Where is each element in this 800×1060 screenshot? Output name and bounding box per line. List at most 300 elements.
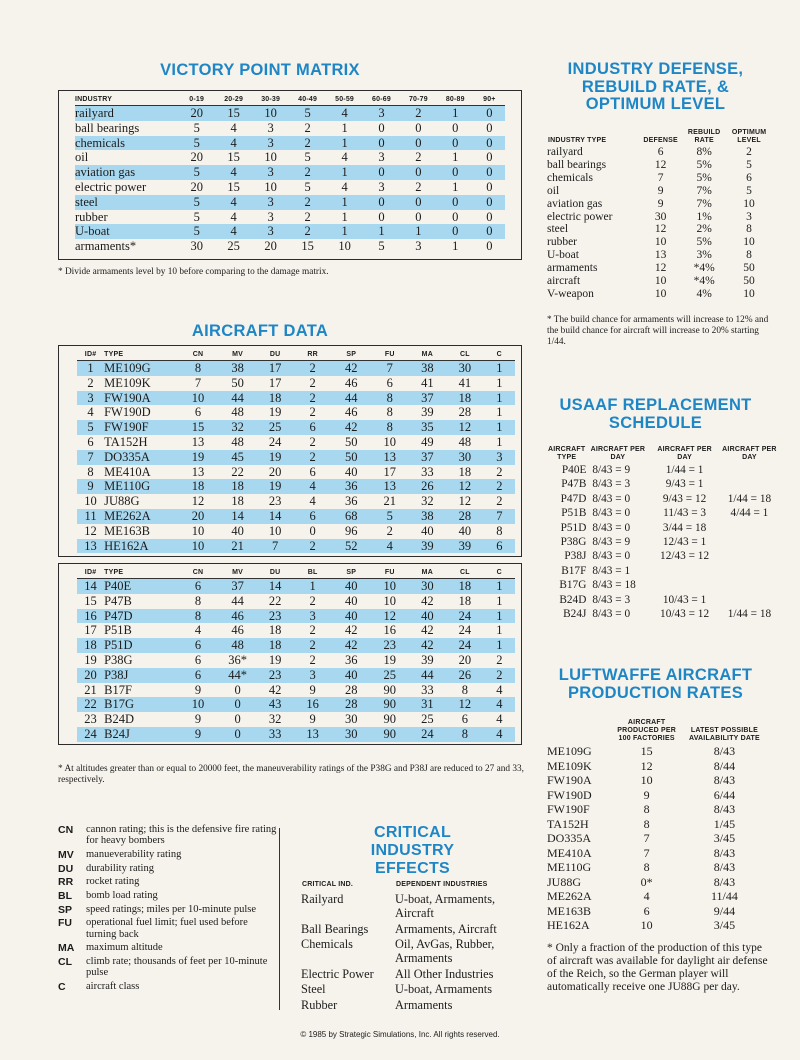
aircraft2-col-header: FU (371, 566, 409, 579)
idr-cell: 2% (696, 223, 712, 236)
idr-col-header: OPTIMUM LEVEL (731, 129, 767, 144)
aircraft1-cell: 37 (409, 450, 447, 465)
aircraft1-cell: 1 (496, 434, 503, 449)
aircraft2-cell: 0 (219, 727, 257, 742)
vpm-cell: 3 (267, 120, 274, 135)
idr-title: INDUSTRY DEFENSE, REBUILD RATE, & OPTIMUM LEVEL (567, 60, 744, 113)
idr-cell: U-boat (547, 249, 579, 262)
vpm-cell: armaments* (75, 239, 137, 254)
aircraft2-cell: 14 (256, 579, 294, 594)
idr-col-header: INDUSTRY TYPE (548, 137, 607, 144)
aircraft2-cell: 6 (177, 668, 219, 683)
idr-cell: 5 (746, 184, 752, 197)
aircraft1-cell: 21 (383, 494, 397, 509)
luft-cell: ME110G (547, 860, 592, 874)
vpm-cell: 3 (252, 224, 289, 239)
aircraft1-cell: 96 (344, 523, 358, 538)
aircraft1-cell: 2 (496, 494, 503, 509)
vpm-cell: 20 (178, 106, 215, 121)
aircraft2-cell: 23 (371, 638, 409, 653)
aircraft1-cell: 1 (484, 391, 515, 406)
aircraft2-cell: 42 (409, 638, 447, 653)
aircraft2-cell: P47B (104, 593, 132, 608)
aircraft2-cell: 31 (409, 697, 447, 712)
aircraft1-cell: 17 (256, 361, 294, 376)
aircraft2-cell: 9 (194, 712, 202, 727)
usaaf-title: USAAF REPLACEMENT SCHEDULE (559, 396, 752, 432)
vpm-row (75, 165, 505, 180)
aircraft1-cell: 20 (177, 509, 219, 524)
aircraft2-cell: 28 (344, 682, 358, 697)
legend-divider (279, 828, 280, 1010)
vpm-cell: 0 (474, 106, 505, 121)
aircraft2-cell: 0 (219, 697, 257, 712)
dependent-industries: Armaments, Aircraft (395, 921, 497, 936)
aircraft1-row (77, 509, 515, 524)
aircraft2-cell: 33 (256, 727, 294, 742)
aircraft2-cell: 12 (446, 697, 484, 712)
usaaf-cell: 8/43 = 0 (592, 507, 631, 520)
vpm-cell: 4 (230, 120, 237, 135)
aircraft1-cell: 42 (331, 361, 371, 376)
copyright-footer: © 1985 by Strategic Simulations, Inc. All rights reserved. (300, 1030, 500, 1039)
idr-cell: 9 (657, 197, 664, 210)
vpm-cell: 5 (178, 165, 215, 180)
aircraft2-cell: 10 (177, 697, 219, 712)
critical-industry: Rubber (301, 997, 338, 1012)
aircraft2-cell: 42 (268, 682, 282, 697)
aircraft2-cell: 18 (268, 623, 282, 638)
aircraft2-row (77, 638, 515, 653)
aircraft1-cell: 46 (344, 375, 358, 390)
idr-footnote: * The build chance for armaments will increase to 12% and the build chance for aircraft will increase to 20% starting 1/44. (547, 315, 769, 347)
luft-cell: 8/43 (713, 845, 736, 860)
usaaf-cell (720, 593, 779, 607)
vpm-cell: ball bearings (75, 120, 140, 135)
vpm-cell: 25 (227, 239, 240, 254)
idr-cell: 13 (654, 249, 667, 262)
dependent-industries: All Other Industries (395, 966, 494, 981)
aircraft1-cell: 48 (231, 434, 244, 449)
usaaf-row (547, 607, 779, 621)
aircraft2-cell: 30 (409, 579, 447, 594)
vpm-col-header: 0-19 (178, 93, 215, 106)
aircraft2-cell: 9 (194, 682, 202, 697)
luft-cell: 9 (643, 787, 650, 802)
aircraft2-cell: 18 (77, 638, 104, 653)
vpm-cell: 0 (474, 136, 505, 151)
luft-cell: 10 (640, 918, 653, 932)
aircraft1-cell: 4 (294, 479, 332, 494)
abbrev-row (58, 904, 280, 918)
aircraft2-cell: 6 (177, 579, 219, 594)
idr-cell: oil (547, 184, 560, 197)
aircraft1-cell: 12 (446, 479, 484, 494)
usaaf-row (547, 521, 779, 535)
luft-cell: 8 (643, 860, 650, 874)
aircraft2-cell: 39 (421, 652, 434, 667)
aircraft1-cell: 44 (219, 391, 257, 406)
aircraft2-col-header: DU (256, 566, 294, 579)
aircraft2-col-header: CN (177, 566, 219, 579)
vpm-row (75, 195, 505, 210)
vpm-cell: aviation gas (75, 165, 178, 180)
aircraft2-cell: 2 (294, 638, 332, 653)
aircraft1-cell: 1 (496, 405, 503, 420)
luft-cell: 8 (643, 816, 650, 831)
aircraft2-cell: 2 (484, 668, 515, 683)
idr-cell: 6 (746, 171, 752, 184)
idr-cell: 10 (743, 197, 755, 210)
idr-table (547, 124, 772, 301)
aircraft2-row (77, 623, 515, 638)
vpm-cell: 10 (264, 150, 277, 165)
aircraft1-cell: 4 (309, 494, 316, 509)
idr-row (547, 288, 772, 301)
aircraft2-row (77, 727, 515, 742)
aircraft1-cell: 11 (77, 509, 104, 524)
aircraft2-row (77, 594, 515, 609)
idr-header-row (547, 124, 772, 146)
aircraft2-cell: 1 (484, 609, 515, 624)
aircraft2-row (77, 683, 515, 698)
aircraft2-cell: 10 (383, 593, 397, 608)
idr-cell: 12 (654, 158, 667, 171)
aircraft1-cell: FW190F (104, 420, 177, 435)
abbrev-desc: aircraft class (86, 980, 140, 992)
idr-row (547, 223, 772, 236)
vpm-cell: 1 (326, 136, 363, 151)
aircraft2-cell: 2 (309, 652, 316, 667)
idr-row (547, 185, 772, 198)
aircraft2-cell: B17G (104, 697, 177, 712)
usaaf-col-header: AIRCRAFT PER DAY (722, 446, 777, 461)
aircraft1-cell: 2 (294, 539, 332, 554)
idr-row (547, 236, 772, 249)
vpm-cell: steel (75, 195, 178, 210)
aircraft1-cell: 7 (77, 450, 104, 465)
vpm-row (75, 180, 505, 195)
aircraft2-col-header: BL (294, 566, 332, 579)
usaaf-cell: P51D (560, 521, 587, 534)
aircraft1-cell: 10 (268, 523, 282, 538)
aircraft1-cell: 6 (294, 509, 332, 524)
vpm-cell: 10 (252, 106, 289, 121)
vpm-cell: 5 (193, 209, 200, 224)
idr-cell: 10 (654, 275, 667, 288)
usaaf-cell: 9/43 = 12 (662, 492, 707, 505)
aircraft1-cell: DO335A (104, 450, 177, 465)
vpm-cell: 4 (341, 179, 348, 194)
critical-industry: Steel (301, 982, 326, 996)
usaaf-cell: P51B (561, 507, 587, 520)
aircraft2-row (77, 697, 515, 712)
aircraft2-cell: 23 (256, 609, 294, 624)
aircraft2-cell: P40E (104, 579, 177, 594)
idr-cell: 12 (654, 223, 667, 236)
aircraft1-col-header: SP (331, 348, 371, 361)
vpm-cell: electric power (75, 179, 147, 194)
aircraft2-cell: P51D (104, 638, 177, 653)
luft-cell: 9/44 (713, 903, 736, 918)
usaaf-cell: B17F (561, 564, 587, 577)
usaaf-cell: 1/44 = 18 (727, 608, 772, 621)
idr-cell: 10 (743, 236, 755, 249)
aircraft1-cell: 40 (231, 523, 244, 538)
aircraft1-cell: 19 (177, 450, 219, 465)
vpm-cell: 15 (301, 239, 314, 254)
luft-row (547, 759, 767, 774)
aircraft2-cell: 42 (421, 623, 434, 638)
usaaf-row (547, 593, 779, 607)
aircraft1-cell: 36 (344, 494, 358, 509)
idr-cell: 6 (657, 146, 664, 158)
aircraft2-cell: 90 (383, 682, 397, 697)
aircraft1-cell: 2 (309, 375, 316, 390)
aircraft2-cell: B24J (104, 727, 177, 742)
vpm-row (75, 150, 505, 165)
aircraft1-cell: 10 (191, 523, 205, 538)
aircraft1-cell: 39 (446, 539, 484, 554)
luft-cell: 4 (643, 889, 650, 903)
aircraft1-cell: 48 (458, 434, 472, 449)
luft-row (547, 802, 767, 817)
idr-cell: 5% (696, 236, 712, 249)
aircraft1-col-header: ID# (77, 348, 104, 361)
vpm-header-row (75, 93, 505, 106)
aircraft1-cell: 50 (231, 375, 244, 390)
aircraft2-cell: 3 (294, 668, 332, 683)
abbrev-code: DU (58, 862, 74, 875)
luft-cell: 8/43 (713, 860, 736, 874)
aircraft1-cell: 1 (496, 375, 503, 390)
vpm-cell: 1 (326, 224, 363, 239)
aircraft2-cell: 18 (256, 638, 294, 653)
usaaf-cell: 8/43 = 0 (592, 521, 631, 534)
aircraft1-cell: 38 (409, 509, 447, 524)
idr-col-header: DEFENSE (643, 137, 678, 144)
aircraft2-col-header: MA (409, 566, 447, 579)
usaaf-cell: 8/43 = 9 (592, 464, 631, 476)
aircraft2-cell: 33 (421, 682, 434, 697)
usaaf-col-header: AIRCRAFT TYPE (548, 446, 586, 461)
vpm-cell: 4 (341, 150, 348, 165)
luft-cell: 12 (640, 758, 653, 773)
aircraft1-cell: 39 (421, 405, 434, 420)
aircraft2-cell: P38G (104, 652, 133, 667)
luft-cell: FW190A (547, 773, 592, 787)
usaaf-cell (649, 564, 720, 578)
usaaf-cell: B24J (563, 608, 587, 621)
usaaf-cell: 4/44 = 1 (730, 507, 769, 520)
vpm-cell: 0 (474, 165, 505, 180)
aircraft1-cell: 8 (87, 464, 94, 479)
aircraft2-cell: 9 (309, 682, 316, 697)
vpm-cell: oil (75, 150, 89, 165)
vpm-cell: 2 (289, 136, 326, 151)
abbrev-code: MV (58, 848, 74, 861)
usaaf-row (547, 564, 779, 578)
usaaf-cell: P40E (561, 464, 587, 476)
aircraft1-cell: 35 (409, 420, 447, 435)
luft-cell: 6 (643, 903, 650, 918)
luft-cell: 15 (640, 744, 653, 758)
vpm-cell: 5 (178, 224, 215, 239)
critical-industry: Electric Power (301, 966, 374, 981)
aircraft1-cell: 3 (77, 391, 104, 406)
vpm-cell: 0 (452, 120, 459, 135)
aircraft2-cell: 24 (458, 623, 472, 638)
aircraft2-cell: 43 (256, 697, 294, 712)
aircraft2-col-header: CL (446, 566, 484, 579)
vpm-col-header: 80-89 (437, 93, 474, 106)
aircraft1-cell: TA152H (104, 434, 148, 449)
vpm-cell: 0 (437, 165, 474, 180)
aircraft2-cell: 2 (309, 623, 316, 638)
aircraft2-cell: 40 (331, 668, 371, 683)
vpm-cell: 5 (178, 136, 215, 151)
idr-cell: 8 (746, 223, 752, 236)
idr-cell: 7% (696, 197, 712, 210)
abbrev-row (58, 917, 280, 942)
dependent-industries: Armaments (395, 997, 453, 1012)
aircraft1-cell: JU88G (104, 494, 140, 509)
vpm-row (75, 121, 505, 136)
luft-cell: 8/43 (713, 744, 736, 758)
aircraft1-cell: 8 (371, 391, 409, 406)
abbrev-row (58, 890, 280, 904)
critical-row (301, 922, 516, 938)
aircraft2-cell: 1 (496, 623, 503, 638)
aircraft1-cell: 42 (331, 420, 371, 435)
vpm-row (75, 239, 505, 254)
vpm-cell: chemicals (75, 136, 178, 151)
aircraft1-cell: 14 (256, 509, 294, 524)
vpm-cell: 2 (304, 120, 311, 135)
aircraft1-cell: 6 (484, 539, 515, 554)
vpm-cell: 0 (378, 209, 385, 224)
abbrev-code: RR (58, 876, 74, 889)
aircraft1-cell: 33 (421, 464, 434, 479)
critical-col-header: CRITICAL IND. (302, 880, 354, 888)
aircraft1-col-header: RR (294, 348, 332, 361)
vpm-cell: 0 (415, 120, 422, 135)
aircraft2-cell: 46 (219, 609, 257, 624)
aircraft2-header-row (77, 566, 515, 579)
luft-col-header: AIRCRAFT PRODUCED PER 100 FACTORIES (617, 719, 676, 742)
abbrev-row (58, 824, 280, 849)
aircraft2-cell: P38J (104, 668, 177, 683)
aircraft1-cell: 5 (77, 420, 104, 435)
luft-cell: 1/45 (713, 816, 736, 831)
vpm-cell: 0 (437, 195, 474, 210)
aircraft2-cell: 8 (194, 593, 202, 608)
usaaf-cell: 10/43 = 12 (660, 608, 710, 621)
abbrev-row (58, 849, 280, 863)
luft-row (547, 744, 767, 759)
aircraft1-header-row (77, 348, 515, 361)
usaaf-cell: 8/43 = 0 (592, 608, 631, 621)
luft-cell: TA152H (547, 816, 589, 831)
usaaf-cell: 9/43 = 1 (665, 478, 704, 491)
aircraft2-cell: 9 (177, 727, 219, 742)
luft-row (547, 788, 767, 803)
usaaf-cell: 12/43 = 1 (662, 536, 707, 549)
vpm-cell: 0 (378, 120, 385, 135)
vpm-cell: 1 (326, 195, 363, 210)
usaaf-cell: P47B (561, 478, 587, 491)
luft-row (547, 875, 767, 890)
aircraft1-col-header: CL (446, 348, 484, 361)
luft-title: LUFTWAFFE AIRCRAFT PRODUCTION RATES (558, 666, 753, 702)
idr-cell: 7% (696, 184, 712, 197)
vpm-cell: 0 (400, 195, 437, 210)
aircraft1-col-header: TYPE (104, 348, 177, 361)
aircraft2-cell: 10 (371, 579, 409, 594)
idr-cell: 12 (654, 262, 667, 275)
aircraft1-cell: 41 (421, 375, 434, 390)
vpm-cell: 0 (486, 179, 493, 194)
usaaf-table (547, 441, 779, 621)
aircraft2-cell: 20 (77, 668, 104, 683)
luft-cell: 8/43 (713, 874, 736, 889)
usaaf-row (547, 506, 779, 520)
dependent-industries: Oil, AvGas, Rubber, Armaments (395, 937, 495, 965)
aircraft1-cell: 28 (446, 509, 484, 524)
aircraft1-cell: 18 (446, 391, 484, 406)
aircraft2-cell: 46 (231, 623, 244, 638)
aircraft2-cell: 9 (309, 712, 316, 727)
aircraft1-cell: 26 (409, 479, 447, 494)
aircraft1-cell: 32 (421, 494, 434, 509)
vpm-cell: 0 (486, 120, 493, 135)
aircraft2-col-header: C (484, 566, 515, 579)
vpm-cell: rubber (75, 209, 108, 224)
aircraft2-cell: 4 (194, 623, 202, 638)
idr-cell: 30 (654, 210, 667, 223)
abbrev-row (58, 876, 280, 890)
aircraft1-cell: 13 (191, 434, 205, 449)
usaaf-cell (720, 578, 779, 592)
vpm-cell: 20 (264, 239, 277, 254)
aircraft1-cell: 2 (294, 450, 332, 465)
aircraft1-cell: 3 (484, 450, 515, 465)
vpm-cell: 2 (415, 150, 422, 165)
usaaf-cell: 8/43 = 9 (592, 536, 631, 549)
aircraft2-cell: 2 (309, 593, 316, 608)
usaaf-cell: 3/44 = 18 (662, 521, 707, 534)
aircraft2-cell: 19 (268, 652, 282, 667)
aircraft1-row (77, 539, 515, 554)
vpm-cell: 20 (190, 150, 203, 165)
aircraft2-cell: 44 (231, 593, 244, 608)
luft-cell: HE162A (547, 918, 590, 932)
luft-cell: 8/43 (713, 773, 736, 787)
usaaf-cell: 8/43 = 0 (592, 550, 631, 563)
vpm-cell: 20 (190, 179, 203, 194)
aircraft2-cell: 8 (177, 609, 219, 624)
aircraft1-cell: 4 (371, 539, 409, 554)
vpm-cell: 1 (363, 224, 400, 239)
vpm-cell: 0 (415, 209, 422, 224)
idr-row (547, 146, 772, 159)
aircraft2-cell: 17 (84, 623, 97, 638)
vpm-cell: U-boat (75, 224, 178, 239)
usaaf-cell: B17G (559, 579, 587, 592)
aircraft2-cell: 24 (409, 727, 447, 742)
aircraft2-cell: 48 (219, 638, 257, 653)
idr-cell: 8% (696, 146, 712, 158)
